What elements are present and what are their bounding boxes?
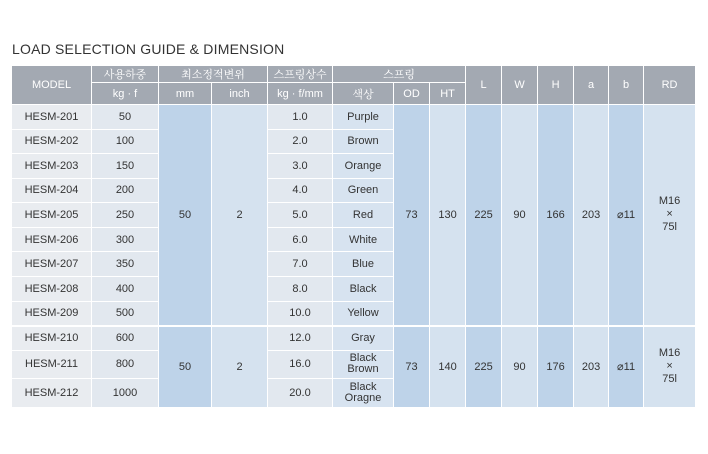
load-cell: 250 xyxy=(92,203,159,228)
load-cell: 600 xyxy=(92,326,159,351)
b-cell: ⌀11 xyxy=(609,326,644,408)
spring-const-cell: 20.0 xyxy=(268,379,333,408)
header-b: b xyxy=(609,66,644,105)
header-L: L xyxy=(466,66,502,105)
table-row xyxy=(12,326,696,351)
w-cell: 90 xyxy=(502,326,538,408)
rd-times: × xyxy=(666,208,673,221)
load-cell: 200 xyxy=(92,178,159,203)
load-cell: 50 xyxy=(92,105,159,130)
model-cell: HESM-207 xyxy=(12,252,92,277)
stroke-mm-cell: 50 xyxy=(159,326,212,408)
header-stroke-mm: mm xyxy=(159,83,212,105)
load-cell: 800 xyxy=(92,350,159,379)
spring-const-cell: 3.0 xyxy=(268,154,333,179)
model-cell: HESM-208 xyxy=(12,276,92,301)
load-cell: 350 xyxy=(92,252,159,277)
dimension-table xyxy=(11,65,696,408)
header-stroke: 최소정적변위 xyxy=(159,66,268,83)
page-title: LOAD SELECTION GUIDE & DIMENSION xyxy=(12,41,285,57)
color-cell xyxy=(333,350,394,379)
color-cell: Yellow xyxy=(333,301,394,326)
header-od: OD xyxy=(394,83,430,105)
color-cell: Orange xyxy=(333,154,394,179)
color-cell: Purple xyxy=(333,105,394,130)
color-cell: Brown xyxy=(333,129,394,154)
od-cell: 73 xyxy=(394,105,430,326)
rd-cell xyxy=(644,105,696,326)
header-spring: 스프링 xyxy=(333,66,466,83)
rd-length: 75l xyxy=(662,221,677,234)
h-cell: 166 xyxy=(538,105,574,326)
rd-thread: M16 xyxy=(658,195,681,208)
spring-const-cell: 2.0 xyxy=(268,129,333,154)
spring-const-cell: 16.0 xyxy=(268,350,333,379)
model-cell: HESM-212 xyxy=(12,379,92,408)
model-cell: HESM-205 xyxy=(12,203,92,228)
rd-times: × xyxy=(666,360,673,373)
load-cell: 400 xyxy=(92,276,159,301)
header-color: 색상 xyxy=(333,83,394,105)
color-cell xyxy=(333,379,394,408)
header-load: 사용하중 xyxy=(92,66,159,83)
l-cell: 225 xyxy=(466,326,502,408)
header-model: MODEL xyxy=(12,66,92,105)
rd-length: 75l xyxy=(662,373,677,386)
model-cell: HESM-203 xyxy=(12,154,92,179)
color-line-2: Oragne xyxy=(344,392,382,405)
header-rd: RD xyxy=(644,66,696,105)
header-H: H xyxy=(538,66,574,105)
model-cell: HESM-211 xyxy=(12,350,92,379)
rd-thread: M16 xyxy=(658,347,681,360)
color-line-2: Brown xyxy=(347,363,379,376)
spring-const-cell: 6.0 xyxy=(268,227,333,252)
stroke-mm-cell: 50 xyxy=(159,105,212,326)
load-cell: 150 xyxy=(92,154,159,179)
load-cell: 500 xyxy=(92,301,159,326)
color-cell: Gray xyxy=(333,326,394,351)
header-a: a xyxy=(574,66,609,105)
model-cell: HESM-210 xyxy=(12,326,92,351)
l-cell: 225 xyxy=(466,105,502,326)
load-cell: 300 xyxy=(92,227,159,252)
header-load-unit: kg · f xyxy=(92,83,159,105)
w-cell: 90 xyxy=(502,105,538,326)
load-cell: 100 xyxy=(92,129,159,154)
spring-const-cell: 8.0 xyxy=(268,276,333,301)
spring-const-cell: 4.0 xyxy=(268,178,333,203)
h-cell: 176 xyxy=(538,326,574,408)
spring-const-cell: 12.0 xyxy=(268,326,333,351)
color-cell: Green xyxy=(333,178,394,203)
header-ht: HT xyxy=(430,83,466,105)
model-cell: HESM-202 xyxy=(12,129,92,154)
a-cell: 203 xyxy=(574,105,609,326)
ht-cell: 140 xyxy=(430,326,466,408)
stroke-inch-cell: 2 xyxy=(212,105,268,326)
rd-cell xyxy=(644,326,696,408)
spring-const-cell: 5.0 xyxy=(268,203,333,228)
header-spring-const: 스프링상수 xyxy=(268,66,333,83)
model-cell: HESM-201 xyxy=(12,105,92,130)
load-cell: 1000 xyxy=(92,379,159,408)
color-cell: White xyxy=(333,227,394,252)
color-line-1: Black xyxy=(349,381,377,394)
spring-const-cell: 7.0 xyxy=(268,252,333,277)
model-cell: HESM-204 xyxy=(12,178,92,203)
a-cell: 203 xyxy=(574,326,609,408)
spring-const-cell: 10.0 xyxy=(268,301,333,326)
od-cell: 73 xyxy=(394,326,430,408)
color-line-1: Black xyxy=(349,352,377,365)
header-W: W xyxy=(502,66,538,105)
color-cell: Blue xyxy=(333,252,394,277)
color-cell: Black xyxy=(333,276,394,301)
spring-const-cell: 1.0 xyxy=(268,105,333,130)
header-spring-const-unit: kg · f/mm xyxy=(268,83,333,105)
b-cell: ⌀11 xyxy=(609,105,644,326)
model-cell: HESM-209 xyxy=(12,301,92,326)
table-row xyxy=(12,105,696,130)
model-cell: HESM-206 xyxy=(12,227,92,252)
color-cell: Red xyxy=(333,203,394,228)
header-stroke-inch: inch xyxy=(212,83,268,105)
stroke-inch-cell: 2 xyxy=(212,326,268,408)
ht-cell: 130 xyxy=(430,105,466,326)
